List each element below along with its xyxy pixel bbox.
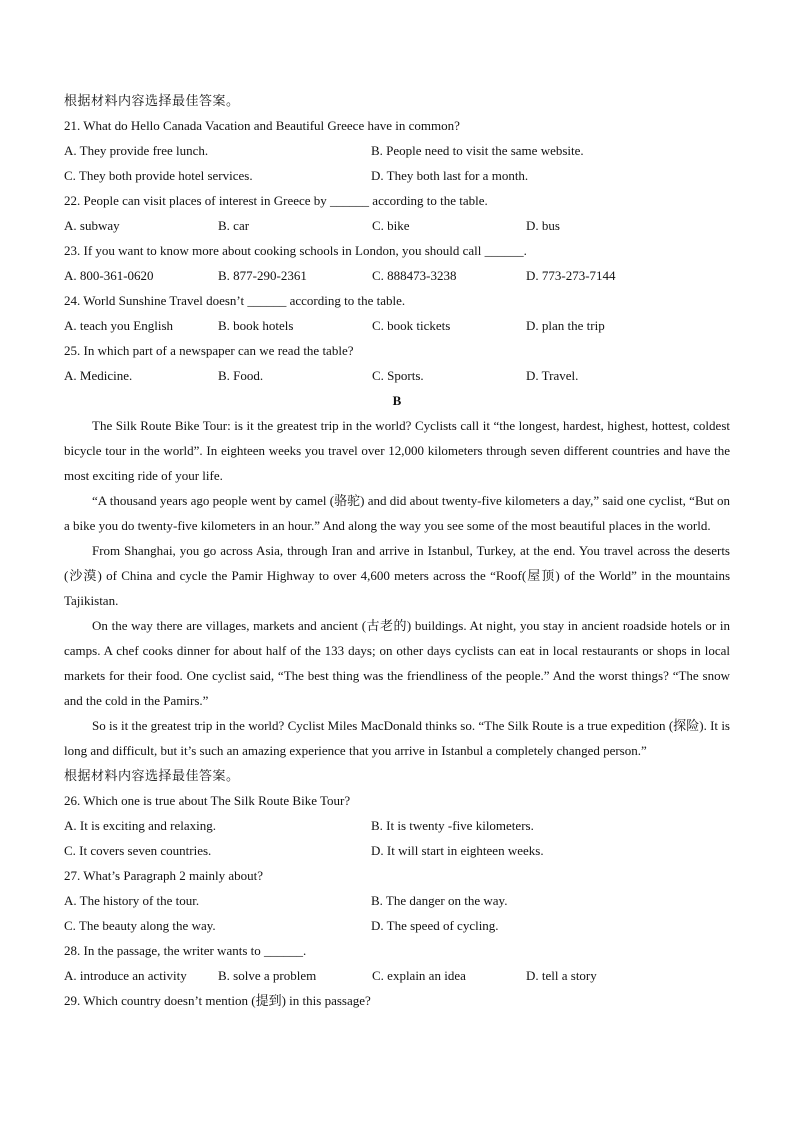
option-22a: A. subway [64, 218, 120, 233]
option-25b: B. Food. [218, 368, 264, 383]
question-21-options-row2 [64, 163, 730, 188]
option-27c: C. The beauty along the way. [64, 918, 216, 933]
question-27-stem: 27. What’s Paragraph 2 mainly about? [64, 868, 264, 883]
option-27b: B. The danger on the way. [371, 893, 508, 908]
option-23c: C. 888473-3238 [372, 268, 457, 283]
passage-paragraph-1: The Silk Route Bike Tour: is it the greatest trip in the world? Cyclists call it “the longest, hardest, highest, hottest, coldest bicycle tour in the world”. In eighteen weeks you travel over 12,000 kilometers through seven different countries and have the most exciting ride of your life. [64, 418, 730, 483]
option-24d: D. plan the trip [526, 318, 605, 333]
passage-paragraph-5: So is it the greatest trip in the world? Cyclist Miles MacDonald thinks so. “The Silk Route is a true expedition (探险). It is long and difficult, but it’s such an amazing experience that you arrive in Istanbul a completely changed person.” [64, 718, 730, 758]
option-21a: A. They provide free lunch. [64, 143, 209, 158]
question-24-stem: 24. World Sunshine Travel doesn’t ______ according to the table. [64, 293, 406, 308]
option-24a: A. teach you English [64, 318, 174, 333]
option-28c: C. explain an idea [372, 968, 466, 983]
option-24c: C. book tickets [372, 318, 451, 333]
option-22d: D. bus [526, 218, 560, 233]
instruction-b: 根据材料内容选择最佳答案。 [64, 768, 240, 783]
option-22b: B. car [218, 218, 250, 233]
question-22-stem: 22. People can visit places of interest in Greece by ______ according to the table. [64, 193, 488, 208]
question-27-options-row1 [64, 888, 730, 913]
question-25-options [64, 363, 730, 388]
question-22-options [64, 213, 730, 238]
question-24-options [64, 313, 730, 338]
option-28d: D. tell a story [526, 968, 597, 983]
question-23-stem: 23. If you want to know more about cooking schools in London, you should call ______. [64, 243, 527, 258]
question-26-options-row2 [64, 838, 730, 863]
question-29-stem: 29. Which country doesn’t mention (提到) in this passage? [64, 993, 371, 1008]
option-21b: B. People need to visit the same website. [371, 143, 584, 158]
option-26d: D. It will start in eighteen weeks. [371, 843, 544, 858]
question-21-stem: 21. What do Hello Canada Vacation and Beautiful Greece have in common? [64, 118, 460, 133]
passage-paragraph-2: “A thousand years ago people went by camel (骆驼) and did about twenty-five kilometers a day,” said one cyclist, “But on a bike you do twenty-five kilometers in an hour.” And along the way you see some of the most beautiful places in the world. [64, 493, 730, 533]
option-23b: B. 877-290-2361 [218, 268, 307, 283]
option-24b: B. book hotels [218, 318, 294, 333]
option-26c: C. It covers seven countries. [64, 843, 212, 858]
option-28b: B. solve a problem [218, 968, 317, 983]
question-28-stem: 28. In the passage, the writer wants to ______. [64, 943, 307, 958]
option-26a: A. It is exciting and relaxing. [64, 818, 216, 833]
question-21-options-row1 [64, 138, 730, 163]
question-27-options-row2 [64, 913, 730, 938]
question-26-stem: 26. Which one is true about The Silk Route Bike Tour? [64, 793, 351, 808]
option-25c: C. Sports. [372, 368, 424, 383]
passage-paragraph-4: On the way there are villages, markets and ancient (古老的) buildings. At night, you stay in ancient roadside hotels or in camps. A chef cooks dinner for about half of the 133 days; on other days cyclists can eat in local restaurants or shops in local markets for their food. One cyclist said, “The best thing was the friendliness of the people.” And the worst things? “The snow and the cold in the Pamirs.” [64, 618, 730, 708]
option-25a: A. Medicine. [64, 368, 133, 383]
question-25-stem: 25. In which part of a newspaper can we read the table? [64, 343, 354, 358]
option-23a: A. 800-361-0620 [64, 268, 154, 283]
question-26-options-row1 [64, 813, 730, 838]
document-page [64, 88, 730, 1013]
option-27a: A. The history of the tour. [64, 893, 200, 908]
option-25d: D. Travel. [526, 368, 579, 383]
option-21d: D. They both last for a month. [371, 168, 529, 183]
passage-paragraph-3: From Shanghai, you go across Asia, through Iran and arrive in Istanbul, Turkey, at the end. You travel across the deserts (沙漠) of China and cycle the Pamir Highway to over 4,600 meters across the “Roof(屋顶) of the World” in the mountains Tajikistan. [64, 543, 730, 608]
section-heading-b: B [392, 393, 402, 408]
option-26b: B. It is twenty -five kilometers. [371, 818, 534, 833]
question-28-options [64, 963, 730, 988]
option-22c: C. bike [372, 218, 410, 233]
option-21c: C. They both provide hotel services. [64, 168, 253, 183]
option-28a: A. introduce an activity [64, 968, 187, 983]
question-23-options [64, 263, 730, 288]
instruction-a: 根据材料内容选择最佳答案。 [64, 93, 240, 108]
option-23d: D. 773-273-7144 [526, 268, 616, 283]
option-27d: D. The speed of cycling. [371, 918, 499, 933]
